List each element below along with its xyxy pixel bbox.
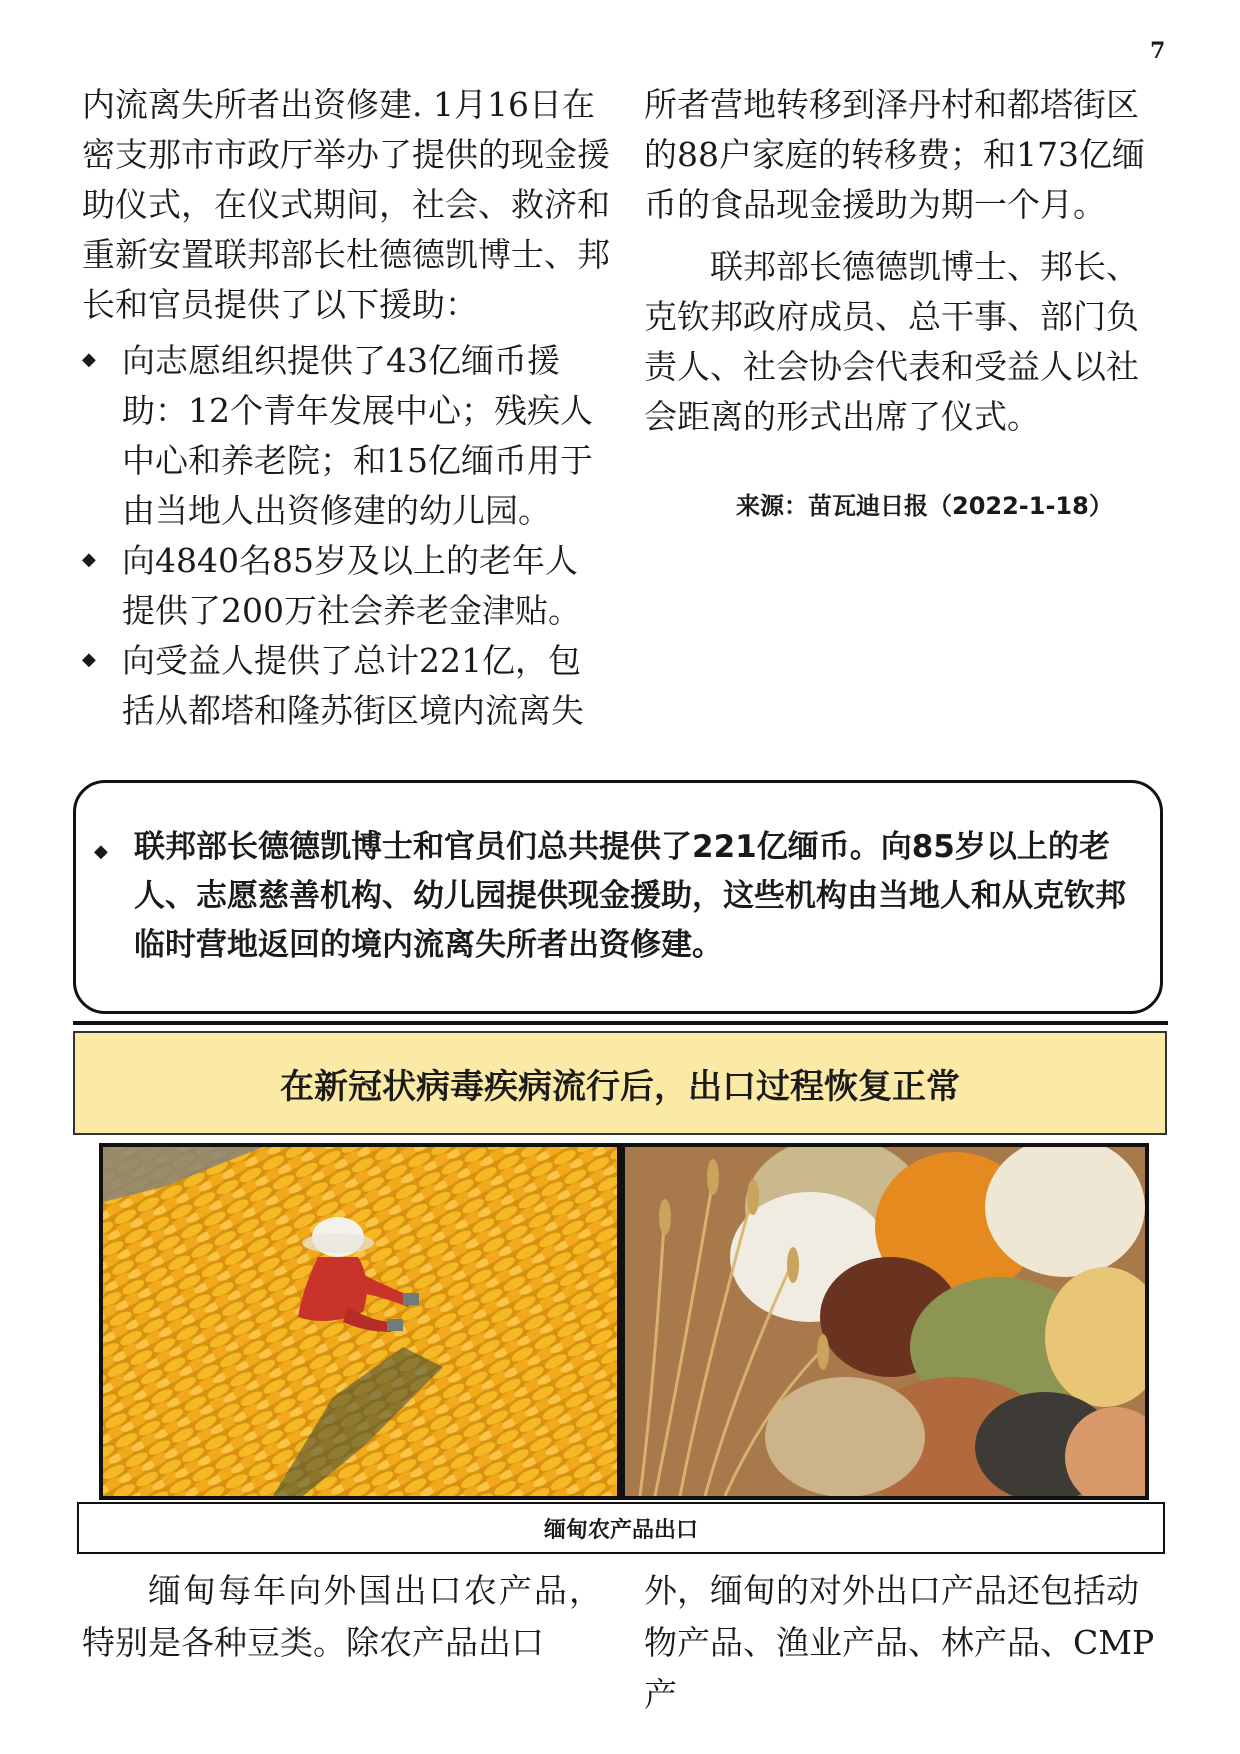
attendance-paragraph: 联邦部长德德凯博士、邦长、克钦邦政府成员、总干事、部门负责人、社会协会代表和受益人以社会距离的形式出席了仪式。 xyxy=(644,247,1139,436)
list-item: ◆ 向受益人提供了总计221亿，包括从都塔和隆苏街区境内流离失 xyxy=(82,641,584,730)
bottom-right-text xyxy=(644,1565,1164,1721)
right-column xyxy=(644,80,1164,526)
section-divider xyxy=(73,1021,1168,1025)
list-item: ◆ 向4840名85岁及以上的老年人提供了200万社会养老金津贴。 xyxy=(82,541,581,630)
corn-drying-photo xyxy=(99,1143,621,1500)
continuation-paragraph: 所者营地转移到泽丹村和都塔街区的88户家庭的转移费；和173亿缅币的食品现金援助为期一个月。 xyxy=(644,85,1145,224)
diamond-bullet-icon: ◆ xyxy=(82,649,96,670)
callout-text: 联邦部长德德凯博士和官员们总共提供了221亿缅币。向85岁以上的老人、志愿慈善机构、幼儿园提供现金援助，这些机构由当地人和从克钦邦临时营地返回的境内流离失所者出资修建。 xyxy=(134,829,1126,963)
intro-paragraph: 内流离失所者出资修建. 1月16日在密支那市市政厅举办了提供的现金援助仪式，在仪式期间，社会、救济和重新安置联邦部长杜德德凯博士、邦长和官员提供了以下援助： xyxy=(82,85,610,324)
photo-caption: 缅甸农产品出口 xyxy=(77,1502,1165,1554)
page-number: 7 xyxy=(1150,38,1166,64)
export-paragraph-continued: 外，缅甸的对外出口产品还包括动物产品、渔业产品、林产品、CMP产 xyxy=(644,1571,1155,1714)
article-headline: 在新冠状病毒疾病流行后，出口过程恢复正常 xyxy=(73,1031,1167,1135)
corn-photo-image xyxy=(103,1147,617,1496)
aid-list xyxy=(82,336,610,736)
summary-callout xyxy=(73,780,1163,1014)
source-credit: 来源：苗瓦迪日报（2022-1-18） xyxy=(736,492,1113,520)
left-column xyxy=(82,80,610,736)
grains-photo-image xyxy=(625,1147,1145,1496)
export-paragraph: 缅甸每年向外国出口农产品，特别是各种豆类。除农产品出口 xyxy=(82,1571,602,1662)
diamond-bullet-icon: ◆ xyxy=(82,549,96,570)
grains-photo xyxy=(621,1143,1149,1500)
list-item: ◆ 向志愿组织提供了43亿缅币援助：12个青年发展中心；残疾人中心和养老院；和15亿缅币用于由当地人出资修建的幼儿园。 xyxy=(82,341,593,530)
bottom-left-text xyxy=(82,1565,602,1669)
diamond-bullet-icon: ◆ xyxy=(82,349,96,370)
diamond-bullet-icon: ◆ xyxy=(94,841,108,862)
